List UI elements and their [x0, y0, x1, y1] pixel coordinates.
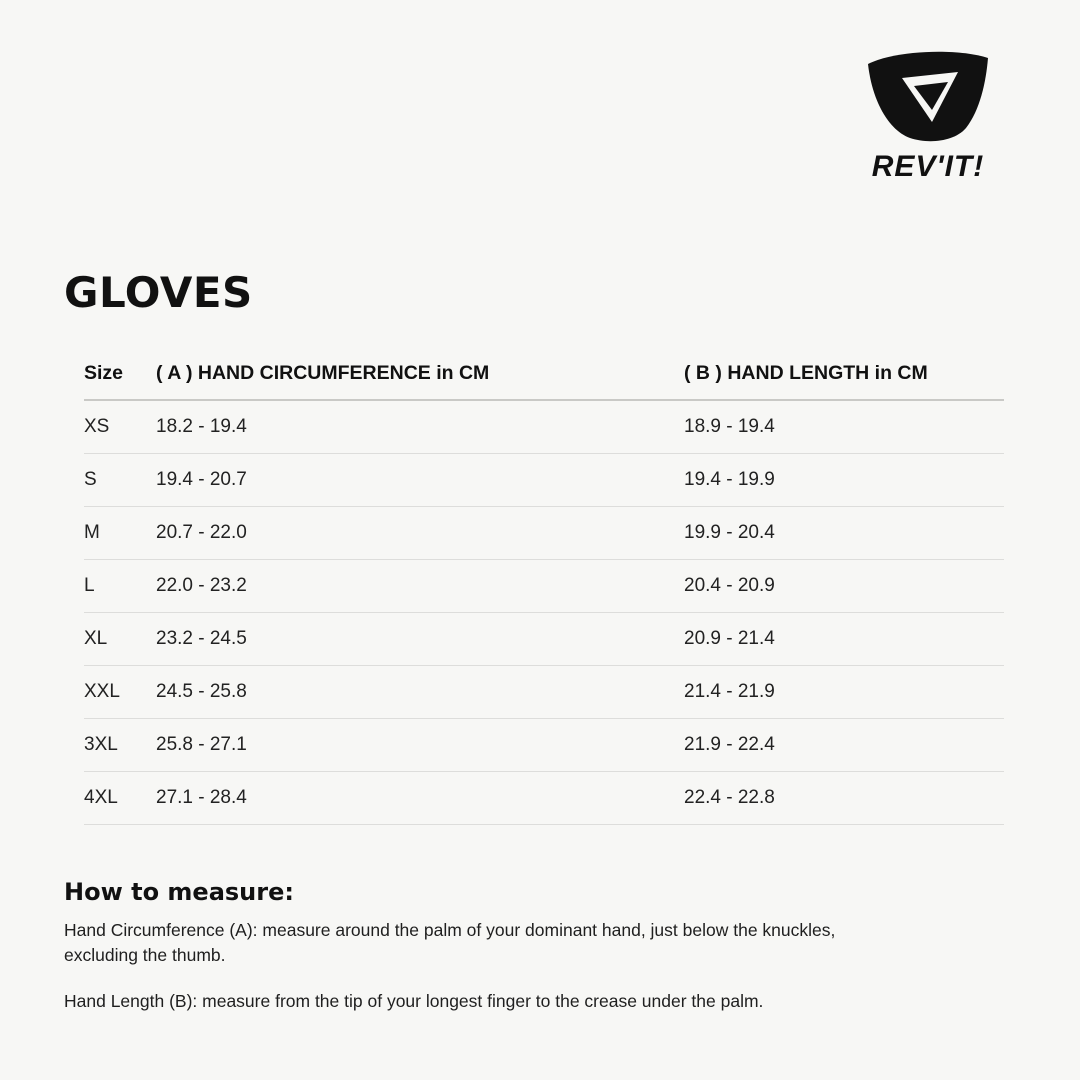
cell-hand-circumference: 24.5 - 25.8: [156, 666, 684, 719]
cell-hand-circumference: 18.2 - 19.4: [156, 400, 684, 454]
cell-hand-circumference: 22.0 - 23.2: [156, 560, 684, 613]
header-hand-length: ( B ) HAND LENGTH in CM: [684, 362, 1004, 400]
measure-paragraph-length: Hand Length (B): measure from the tip of your longest finger to the crease under the palm.: [64, 990, 764, 1011]
brand-logo: [838, 48, 1018, 198]
size-chart-table-wrapper: [84, 362, 1004, 825]
cell-hand-length: 19.9 - 20.4: [684, 507, 1004, 560]
table-row: [84, 613, 1004, 666]
brand-wordmark: REV'IT!: [871, 150, 985, 183]
cell-size: XS: [84, 400, 156, 454]
cell-hand-length: 21.4 - 21.9: [684, 666, 1004, 719]
cell-size: 4XL: [84, 772, 156, 825]
revit-shield-icon: [862, 48, 994, 144]
cell-hand-circumference: 20.7 - 22.0: [156, 507, 684, 560]
table-row: [84, 666, 1004, 719]
cell-hand-length: 19.4 - 19.9: [684, 454, 1004, 507]
table-row: [84, 454, 1004, 507]
cell-hand-circumference: 19.4 - 20.7: [156, 454, 684, 507]
how-to-measure-section: [64, 878, 944, 1014]
cell-hand-circumference: 25.8 - 27.1: [156, 719, 684, 772]
cell-hand-length: 18.9 - 19.4: [684, 400, 1004, 454]
header-size: Size: [84, 362, 156, 400]
cell-size: XL: [84, 613, 156, 666]
cell-size: L: [84, 560, 156, 613]
table-row: [84, 400, 1004, 454]
table-row: [84, 772, 1004, 825]
cell-size: S: [84, 454, 156, 507]
table-header-row: [84, 362, 1004, 400]
cell-hand-length: 22.4 - 22.8: [684, 772, 1004, 825]
cell-size: 3XL: [84, 719, 156, 772]
table-row: [84, 507, 1004, 560]
cell-size: XXL: [84, 666, 156, 719]
header-hand-circumference: ( A ) HAND CIRCUMFERENCE in CM: [156, 362, 684, 400]
cell-size: M: [84, 507, 156, 560]
table-row: [84, 560, 1004, 613]
page-title: GLOVES: [64, 268, 253, 318]
table-row: [84, 719, 1004, 772]
measure-paragraph-circumference: Hand Circumference (A): measure around the palm of your dominant hand, just below the knuckles, excluding the thumb.: [64, 920, 836, 966]
size-chart-table: [84, 362, 1004, 825]
cell-hand-circumference: 23.2 - 24.5: [156, 613, 684, 666]
cell-hand-length: 20.4 - 20.9: [684, 560, 1004, 613]
cell-hand-length: 21.9 - 22.4: [684, 719, 1004, 772]
cell-hand-circumference: 27.1 - 28.4: [156, 772, 684, 825]
cell-hand-length: 20.9 - 21.4: [684, 613, 1004, 666]
how-to-measure-heading: How to measure:: [64, 878, 294, 906]
